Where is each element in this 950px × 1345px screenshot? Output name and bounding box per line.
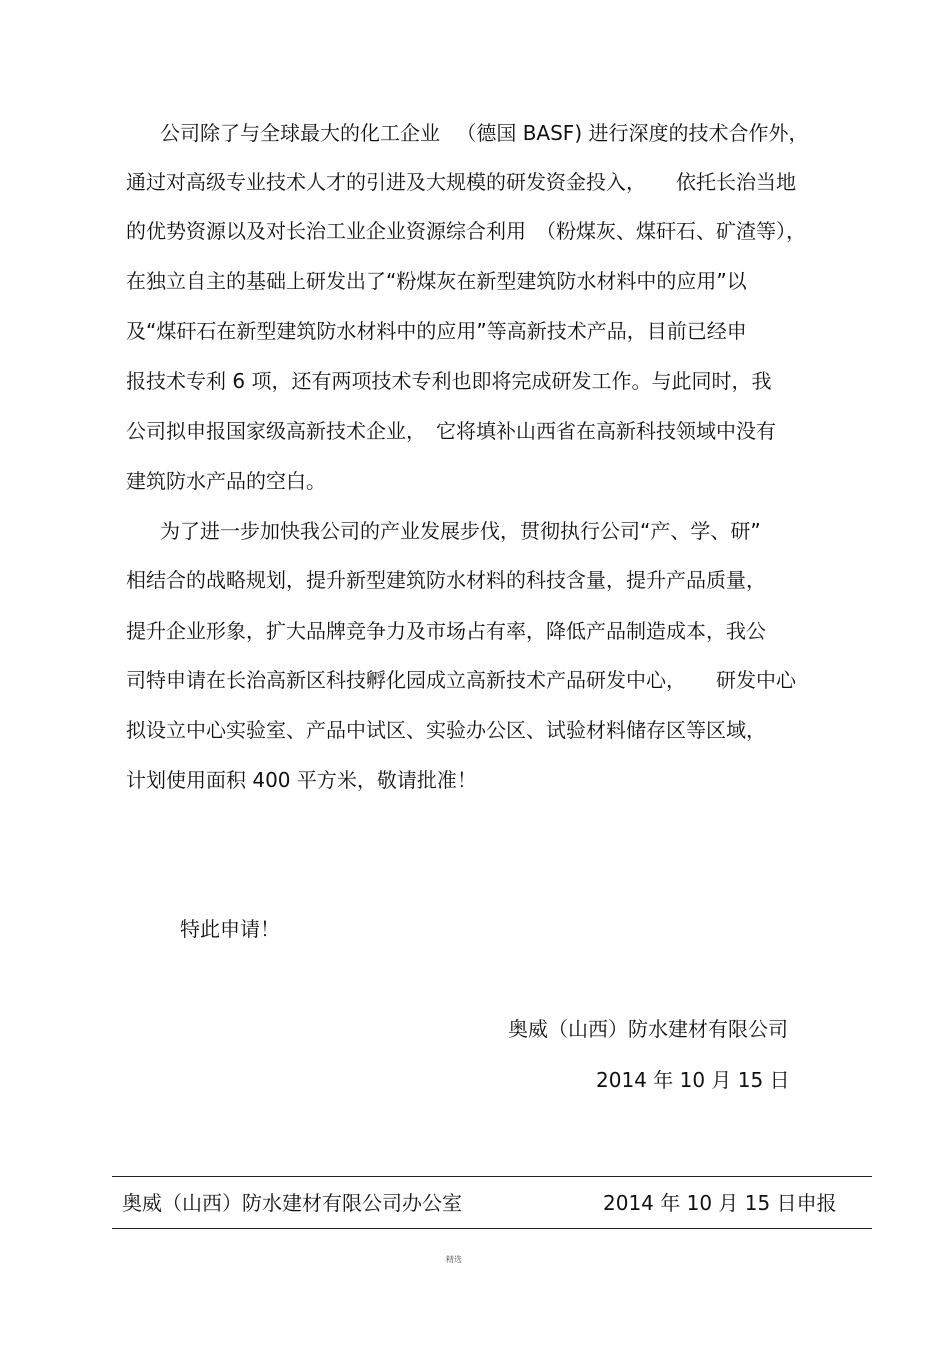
closing-phrase: 特此申请！ — [180, 917, 280, 941]
text-line: 的优势资源以及对长治工业企业资源综合利用 （粉煤灰、煤矸石、矿渣等）， — [126, 219, 806, 243]
footer-bottom-rule — [112, 1228, 872, 1229]
text-line: 报技术专利 6 项，还有两项技术专利也即将完成研发工作。与此同时，我 — [126, 369, 772, 393]
text-line: 通过对高级专业技术人才的引进及大规模的研发资金投入， 依托长治当地 — [126, 170, 796, 194]
signature-date: 2014 年 10 月 15 日 — [596, 1068, 790, 1092]
text-line: 及“煤矸石在新型建筑防水材料中的应用”等高新技术产品，目前已经申 — [126, 319, 747, 343]
text-line: 司特申请在长治高新区科技孵化园成立高新技术产品研发中心， 研发中心 — [126, 668, 796, 692]
text-line: 在独立自主的基础上研发出了“粉煤灰在新型建筑防水材料中的应用”以 — [126, 269, 747, 293]
footer-top-rule — [112, 1176, 872, 1177]
text-line: 建筑防水产品的空白。 — [126, 469, 326, 493]
text-line: 提升企业形象，扩大品牌竞争力及市场占有率，降低产品制造成本，我公 — [126, 619, 766, 643]
text-line: 公司拟申报国家级高新技术企业， 它将填补山西省在高新科技领域中没有 — [126, 419, 776, 443]
text-line: 拟设立中心实验室、产品中试区、实验办公区、试验材料储存区等区域， — [126, 718, 766, 742]
text-line: 为了进一步加快我公司的产业发展步伐，贯彻执行公司“产、学、研” — [160, 519, 761, 543]
page-mark: 精选 — [446, 1255, 462, 1264]
text-line: 相结合的战略规划，提升新型建筑防水材料的科技含量，提升产品质量， — [126, 568, 766, 592]
text-line: 公司除了与全球最大的化工企业 （德国 BASF) 进行深度的技术合作外， — [160, 121, 809, 145]
footer-office: 奥威（山西）防水建材有限公司办公室 — [122, 1191, 462, 1215]
text-line: 计划使用面积 400 平方米，敬请批准！ — [126, 768, 477, 792]
footer-report-date: 2014 年 10 月 15 日申报 — [603, 1191, 837, 1215]
signature-company: 奥威（山西）防水建材有限公司 — [508, 1017, 788, 1041]
